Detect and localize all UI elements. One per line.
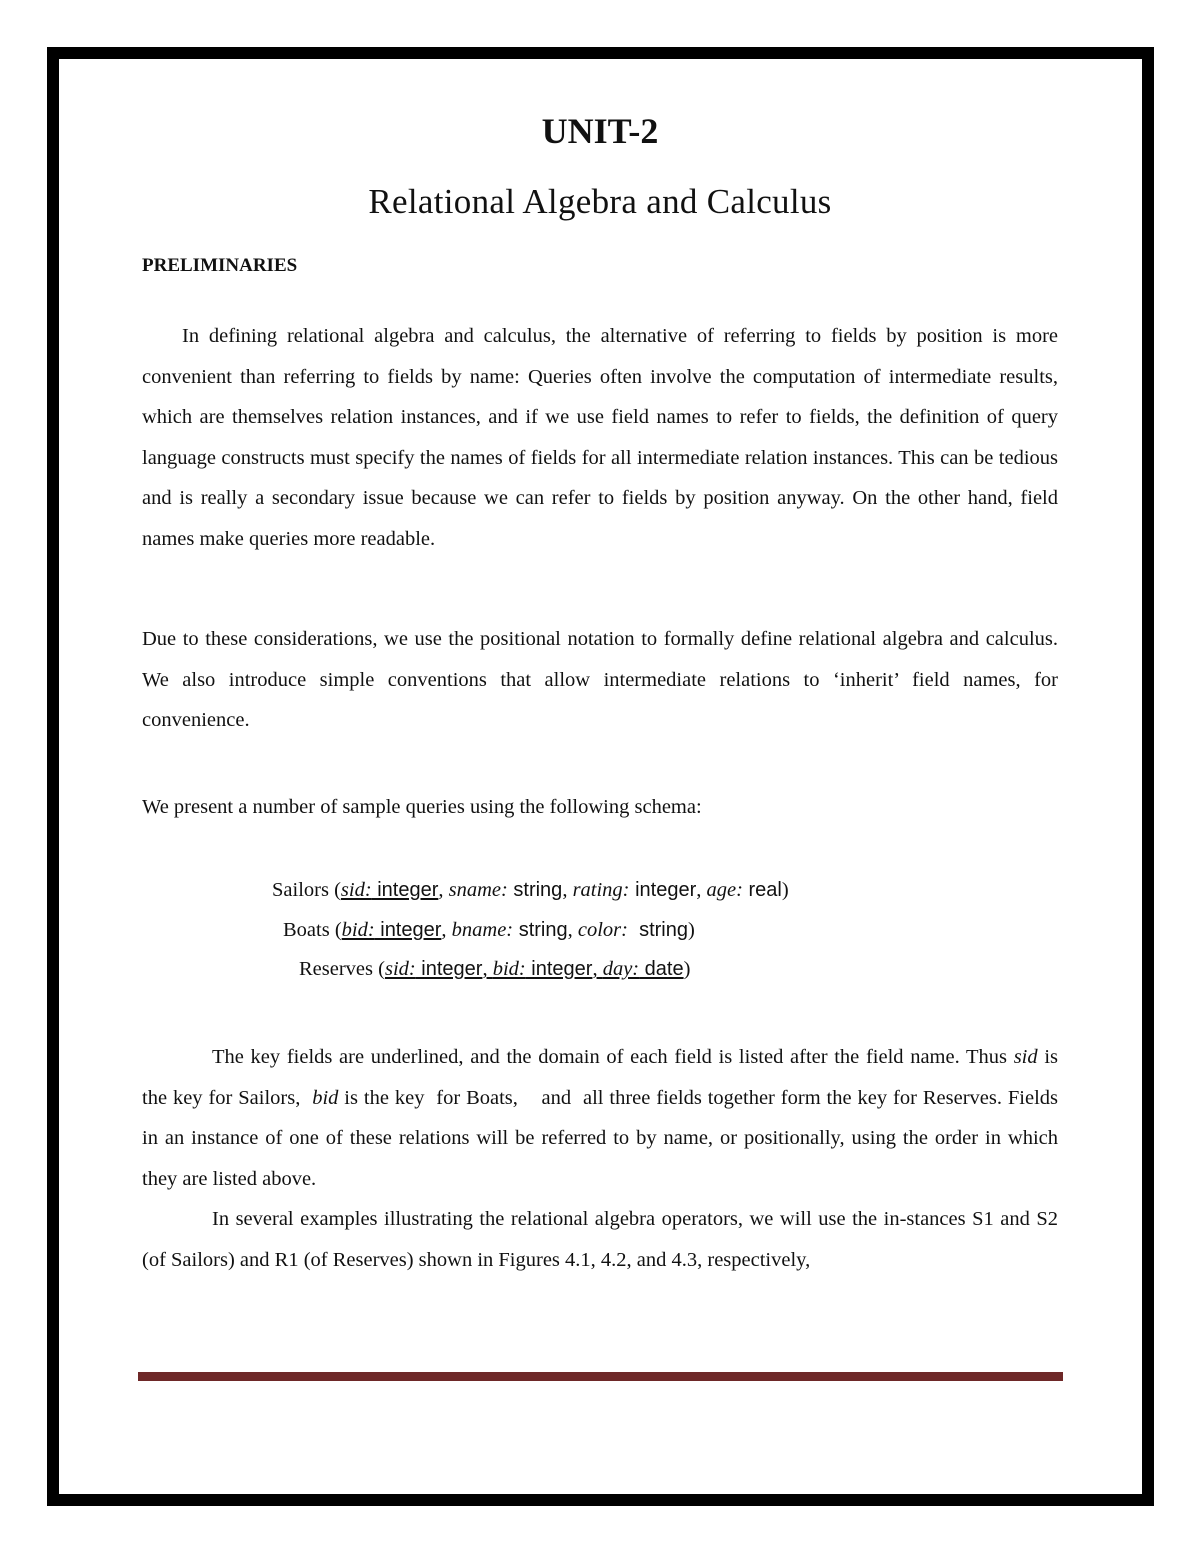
relation-name: Reserves <box>299 958 374 980</box>
section-heading: PRELIMINARIES <box>142 255 298 276</box>
paragraph-considerations: Due to these considerations, we use the positional notation to formally define relational algebra and calculus. We also introduce simple conventions that allow intermediate relations to ‘inherit’ field names, for convenience. <box>142 628 1058 732</box>
text-run: The key fields are underlined, and the domain of each field is listed after the field name. Thus <box>212 1046 1014 1068</box>
field-type: integer <box>629 879 697 901</box>
paren: ) <box>688 919 695 941</box>
relation-name: Boats <box>283 919 330 941</box>
field-type: date <box>639 958 684 980</box>
unit-title: UNIT-2 <box>541 111 659 151</box>
field-name: day: <box>602 958 640 980</box>
field-name: color: <box>577 919 628 941</box>
key-field <box>342 919 442 941</box>
paren: ) <box>683 958 691 980</box>
key-field <box>385 958 684 980</box>
schema-sailors <box>272 879 789 902</box>
field-type: string <box>507 879 563 901</box>
field-name: sid: <box>340 879 372 901</box>
field-type: integer <box>374 919 442 941</box>
paren: ) <box>781 879 789 901</box>
field-type: string <box>627 919 688 941</box>
paragraph-key-fields <box>142 1037 1064 1199</box>
separator: , <box>592 958 603 980</box>
field-name: sid: <box>384 958 416 980</box>
italic-term: sid <box>1013 1046 1038 1068</box>
paragraph-preliminaries: In defining relational algebra and calculus, the alternative of referring to fields by position is more convenient than referring to fields by name: Queries often involve the computation of intermediate results, which are themselves relation instances, and if we use field names to refer to fields, the definition of query language constructs must specify the names of fields for all intermediate relation instances. This can be tedious and is really a secondary issue because we can refer to fields by position anyway. On the other hand, field names make queries more readable. <box>142 325 1058 550</box>
paragraph-examples: In several examples illustrating the relational algebra operators, we will use the in-stances S1 and S2 (of Sailors) and R1 (of Reserves) shown in Figures 4.1, 4.2, and 4.3, respectively, <box>142 1208 1058 1271</box>
field-type: integer <box>415 958 483 980</box>
paren: ( <box>328 879 341 901</box>
italic-term: bid <box>312 1086 339 1109</box>
field-name: bid: <box>492 958 526 980</box>
relation-name: Sailors <box>272 879 329 901</box>
field-name: sname: <box>448 879 508 901</box>
text-run: is the key for Sailors, <box>142 1046 1064 1109</box>
separator: , <box>482 958 493 980</box>
separator: , <box>562 879 573 901</box>
field-type: integer <box>525 958 593 980</box>
paren: ( <box>373 958 385 980</box>
field-name: age: <box>706 879 743 901</box>
field-name: rating: <box>572 879 630 901</box>
separator: , <box>441 919 452 941</box>
schema-reserves <box>299 958 690 981</box>
chapter-title: Relational Algebra and Calculus <box>368 182 832 221</box>
field-type: string <box>513 919 568 941</box>
text-run: is the key for Boats, and all three fields together form the key for Reserves. Fields in an instance of one of these relations will be referred to by name, or positionally, using the order in which they are listed above. <box>142 1086 1064 1190</box>
separator: , <box>567 919 578 941</box>
footer-rule <box>138 1372 1063 1381</box>
separator: , <box>696 879 707 901</box>
paren: ( <box>329 919 342 941</box>
paragraph-schema-intro: We present a number of sample queries using the following schema: <box>142 796 702 818</box>
schema-boats <box>283 919 695 942</box>
separator: , <box>438 879 449 901</box>
field-type: real <box>742 879 782 901</box>
field-name: bid: <box>341 919 375 941</box>
field-name: bname: <box>451 919 514 941</box>
key-field <box>341 879 438 901</box>
field-type: integer <box>371 879 439 901</box>
